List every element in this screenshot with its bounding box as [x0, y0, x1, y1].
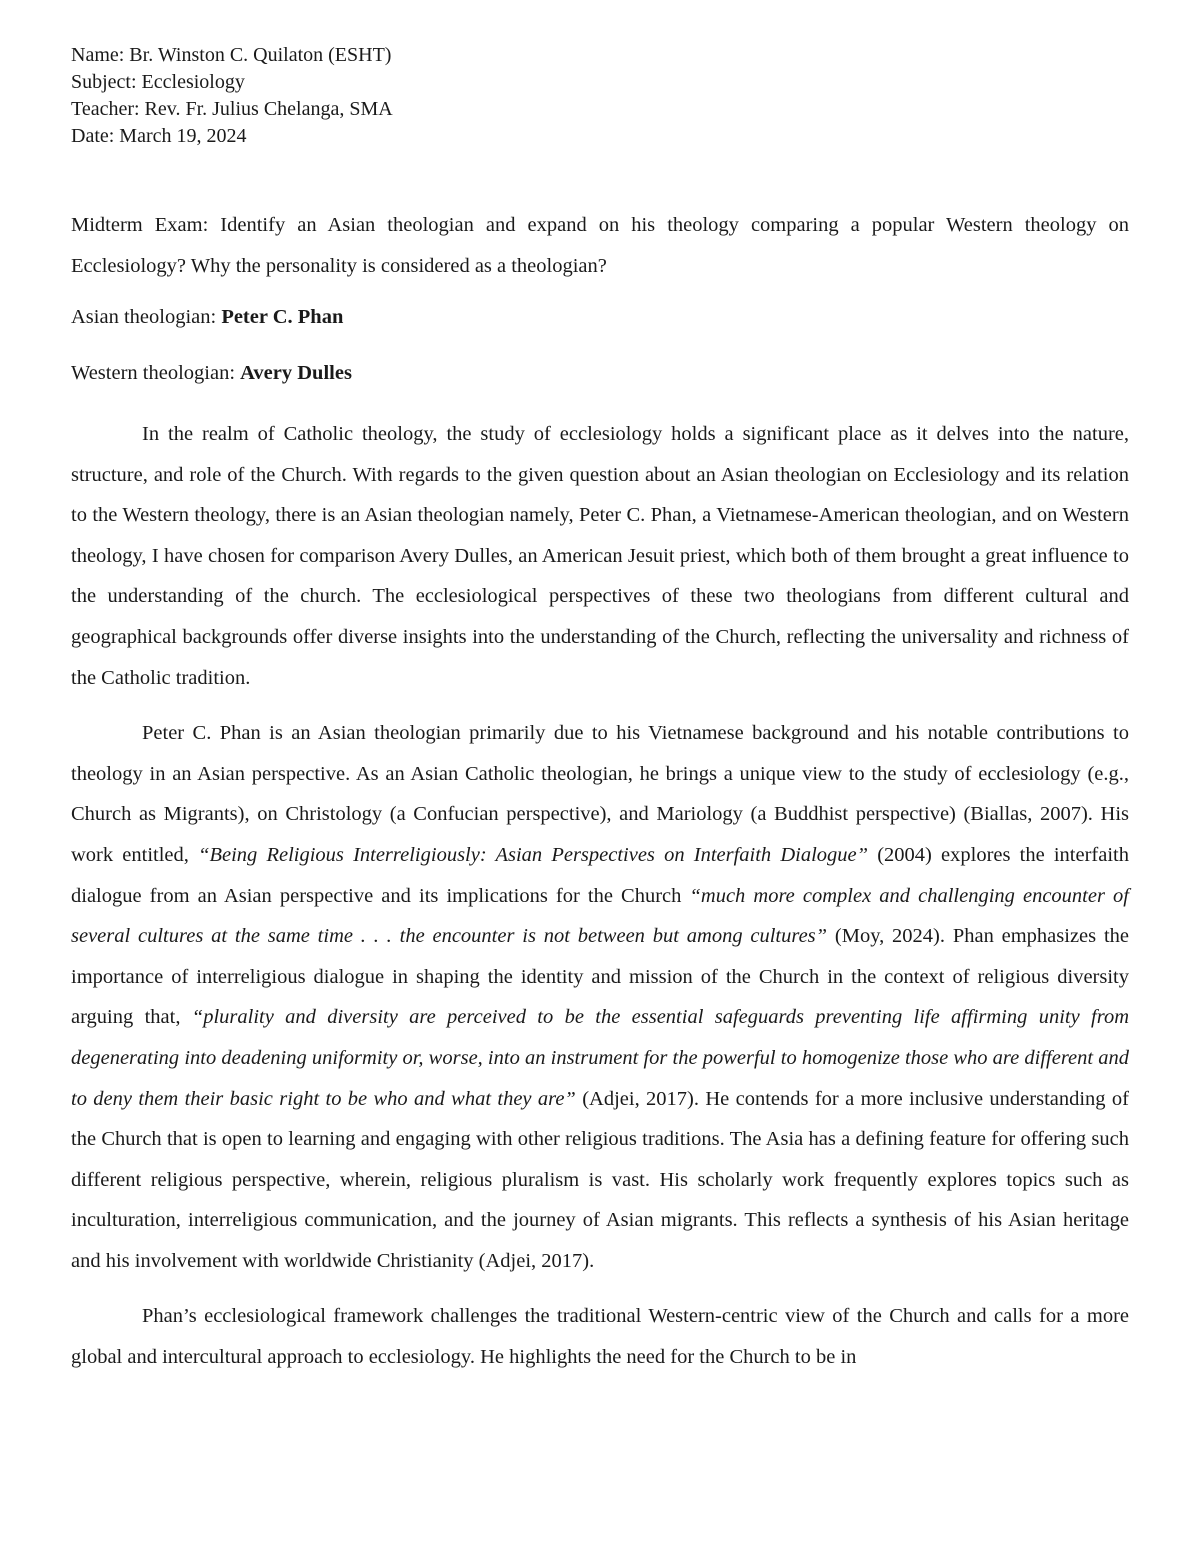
exam-question: Midterm Exam: Identify an Asian theologian and expand on his theology comparing a popular Western theology on Ecclesiology? Why the personality is considered as a theologian?: [71, 214, 1129, 277]
paragraph-intro: In the realm of Catholic theology, the study of ecclesiology holds a significant place as it delves into the nature, structure, and role of the Church. With regards to the given question about an Asian theologian on Ecclesiology and its relation to the Western theology, there is an Asian theologian namely, Peter C. Phan, a Vietnamese-American theologian, and on Western theology, I have chosen for comparison Avery Dulles, an American Jesuit priest, which both of them brought a great influence to the understanding of the church. The ecclesiological perspectives of these two theologians from different cultural and geographical backgrounds offer diverse insights into the understanding of the Church, reflecting the universality and richness of the Catholic tradition.: [71, 423, 1129, 689]
teacher-line: Teacher: Rev. Fr. Julius Chelanga, SMA: [71, 98, 393, 120]
paragraph-framework: Phan’s ecclesiological framework challenges the traditional Western-centric view of the Church and calls for a more global and intercultural approach to ecclesiology. He highlights the need for the Church to be in: [71, 1305, 1129, 1369]
paragraph-text: (Adjei, 2017). He contends for a more inclusive understanding of the Church that is open to learning and engaging with other religious traditions. The Asia has a defining feature for offering such different religious perspective, wherein, religious pluralism is vast. His scholarly work frequently explores topics such as inculturation, interreligious communication, and the journey of Asian migrants. This reflects a synthesis of his Asian heritage and his involvement with worldwide Christianity (Adjei, 2017).: [71, 1087, 1129, 1272]
paragraph-text: (Moy, 2024). Phan emphasizes the importance of interreligious dialogue in shaping the identity and mission of the Church in the context of religious diversity arguing that,: [71, 925, 1129, 1029]
header-block: [71, 42, 1129, 150]
asian-theologian-name: Peter C. Phan: [221, 306, 344, 328]
book-title: “Being Religious Interreligiously: Asian Perspectives on Interfaith Dialogue”: [198, 843, 869, 866]
quotation: “much more complex and challenging encounter of several cultures at the same time . . . the encounter is not between but among cultures”: [71, 884, 1130, 948]
western-theologian-line: [71, 360, 1129, 386]
paragraph-text: (2004) explores the interfaith dialogue from an Asian perspective and its implications for the Church: [71, 843, 1129, 907]
essay-body: [71, 414, 1129, 1393]
asian-theologian-line: [71, 304, 1129, 330]
quotation: “plurality and diversity are perceived to be the essential safeguards preventing life affirming unity from degenerating into deadening uniformity or, worse, into an instrument for the powerful to homogenize those who are different and to deny them their basic right to be who and what they are”: [71, 1006, 1129, 1110]
student-name: Name: Br. Winston C. Quilaton (ESHT): [71, 44, 392, 66]
paragraph-phan: [71, 713, 1129, 1281]
asian-theologian-label: Asian theologian:: [71, 306, 222, 328]
paragraph-text: Peter C. Phan is an Asian theologian primarily due to his Vietnamese background and his notable contributions to theology in an Asian perspective. As an Asian Catholic theologian, he brings a unique view to the study of ecclesiology (e.g., Church as Migrants), on Christology (a Confucian perspective), and Mariology (a Buddhist perspective) (Biallas, 2007). His work entitled,: [71, 722, 1129, 866]
western-theologian-label: Western theologian:: [71, 362, 241, 384]
western-theologian-name: Avery Dulles: [240, 362, 352, 384]
date-line: Date: March 19, 2024: [71, 125, 247, 147]
subject-line: Subject: Ecclesiology: [71, 71, 245, 93]
